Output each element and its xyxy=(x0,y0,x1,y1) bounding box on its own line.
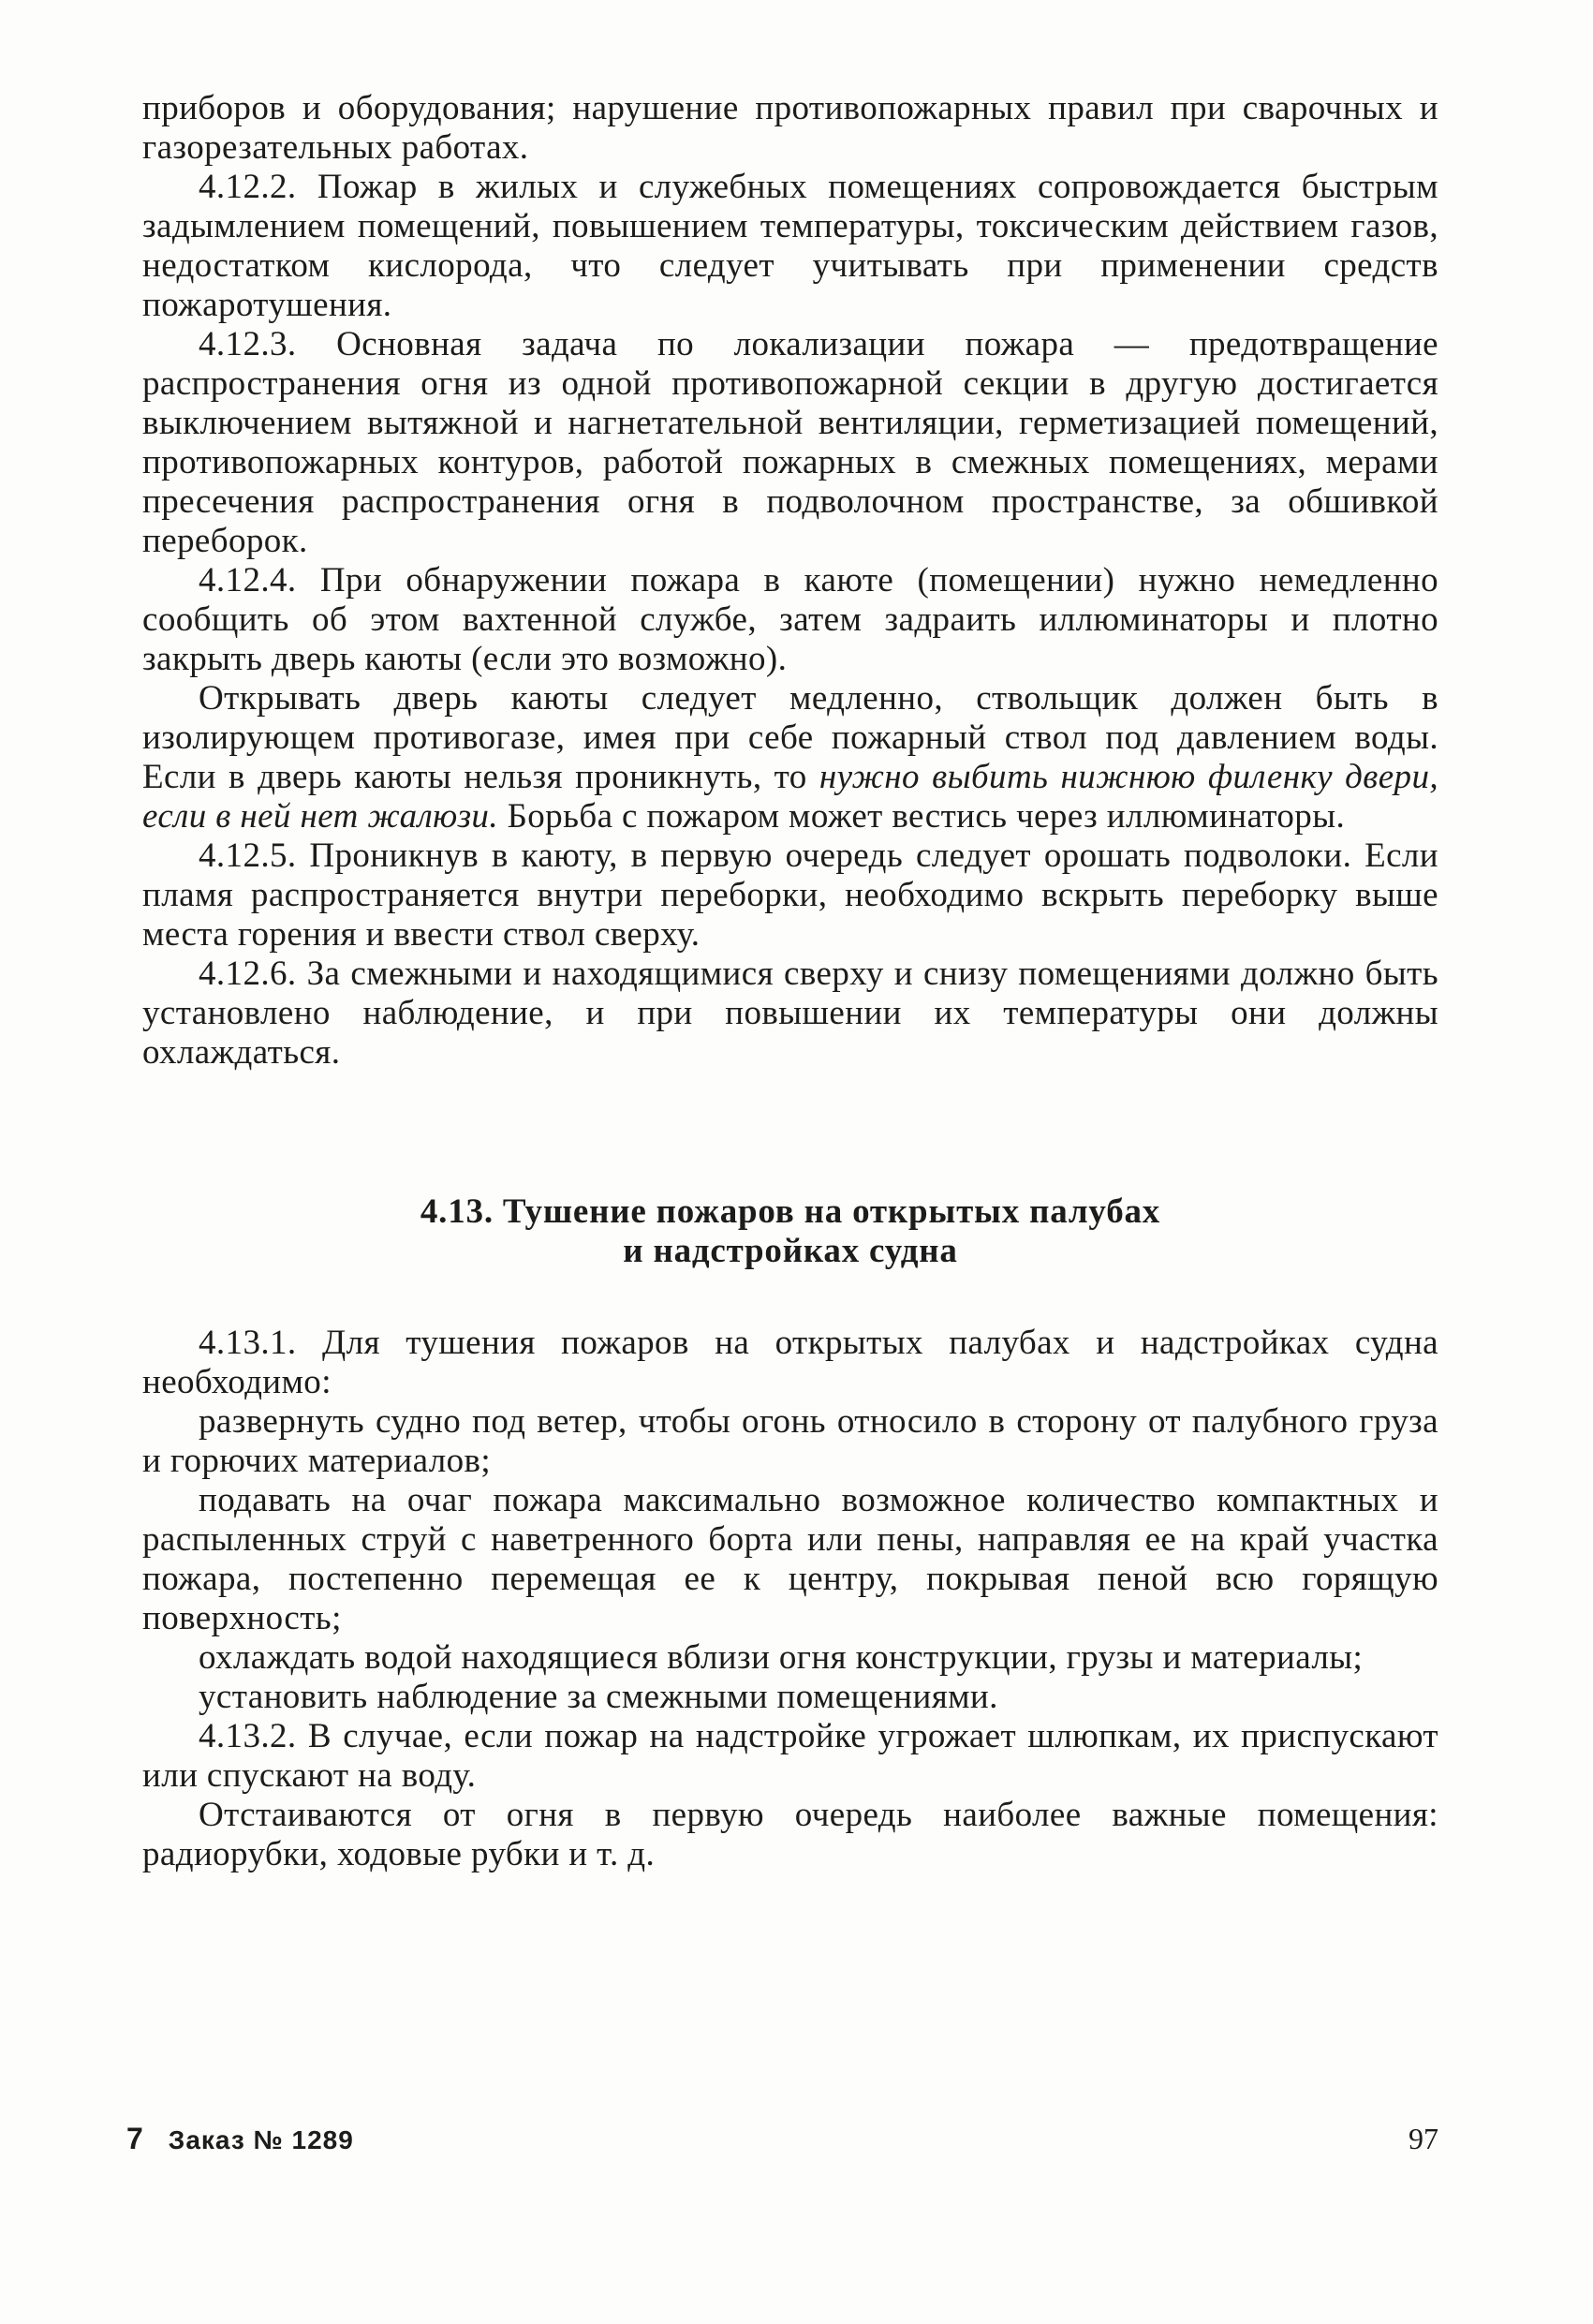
page-footer xyxy=(126,2119,1438,2158)
footer-imprint xyxy=(126,2119,354,2160)
order-number: Заказ № 1289 xyxy=(168,2125,354,2154)
body-text xyxy=(142,89,1438,1874)
list-item-observe-rooms: установить наблюдение за смежными помещениями. xyxy=(199,1678,998,1716)
paragraph-4-12-4: 4.12.4. При обнаружении пожара в каюте (помещении) нужно немедленно сообщить об этом вахтенной службе, затем задраить иллюминаторы и плотно закрыть дверь каюты (если это возможно). xyxy=(142,561,1438,678)
paragraph-cabin-door-part1: Открывать дверь каюты следует медленно, ствольщик должен быть в изолирующем противогазе, имея при себе пожарный ствол под давлением воды. Если в дверь каюты нельзя проникнуть, то xyxy=(142,679,1438,796)
list-item-cool-structures: охлаждать водой находящиеся вблизи огня конструкции, грузы и материалы; xyxy=(199,1638,1364,1677)
paragraph-4-13-2: 4.13.2. В случае, если пожар на надстройке угрожает шлюпкам, их приспускают или спускают на воду. xyxy=(142,1717,1438,1795)
sheet-number: 7 xyxy=(126,2122,144,2155)
page-number: 97 xyxy=(1409,2122,1438,2155)
paragraph-continuation: приборов и оборудования; нарушение противопожарных правил при сварочных и газорезательных работах. xyxy=(142,89,1438,167)
section-heading-line-2: и надстройках судна xyxy=(623,1232,958,1270)
list-item-turn-vessel: развернуть судно под ветер, чтобы огонь относило в сторону от палубного груза и горючих материалов; xyxy=(142,1402,1438,1480)
paragraph-defend-rooms: Отстаиваются от огня в первую очередь наиболее важные помещения: радиорубки, ходовые рубки и т. д. xyxy=(142,1796,1438,1873)
paragraph-4-12-5: 4.12.5. Проникнув в каюту, в первую очередь следует орошать подволоки. Если пламя распространяется внутри переборки, необходимо вскрыть переборку выше места горения и ввести ствол сверху. xyxy=(142,836,1438,954)
paragraph-4-12-3: 4.12.3. Основная задача по локализации пожара — предотвращение распространения огня из одной противопожарной секции в другую достигается выключением вытяжной и нагнетательной вентиляции, герметизацией помещений, противопожарных контуров, работой пожарных в смежных помещениях, мерами пресечения распространения огня в подволочном пространстве, за обшивкой переборок. xyxy=(142,325,1438,560)
list-item-supply-streams: подавать на очаг пожара максимально возможное количество компактных и распыленных струй с наветренного борта или пены, направляя ее на край участка пожара, постепенно перемещая ее к центру, покрывая пеной всю горящую поверхность; xyxy=(142,1481,1438,1637)
paragraph-cabin-door xyxy=(142,679,1438,836)
paragraph-cabin-door-italic: нужно выбить нижнюю филенку двери, если в ней нет жалюзи. xyxy=(142,758,1438,836)
section-heading-4-13 xyxy=(142,1192,1438,1271)
paragraph-4-12-6: 4.12.6. За смежными и находящимися сверху и снизу помещениями должно быть установлено наблюдение, и при повышении их температуры они должны охлаждаться. xyxy=(142,955,1438,1072)
section-heading-line-1: 4.13. Тушение пожаров на открытых палубах xyxy=(420,1192,1161,1231)
paragraph-cabin-door-part3: Борьба с пожаром может вестись через иллюминаторы. xyxy=(497,797,1346,836)
paragraph-4-12-2: 4.12.2. Пожар в жилых и служебных помещениях сопровождается быстрым задымлением помещений, повышением температуры, токсическим действием газов, недостатком кислорода, что следует учитывать при применении средств пожаротушения. xyxy=(142,168,1438,324)
paragraph-4-13-1: 4.13.1. Для тушения пожаров на открытых палубах и надстройках судна необходимо: xyxy=(142,1324,1438,1401)
